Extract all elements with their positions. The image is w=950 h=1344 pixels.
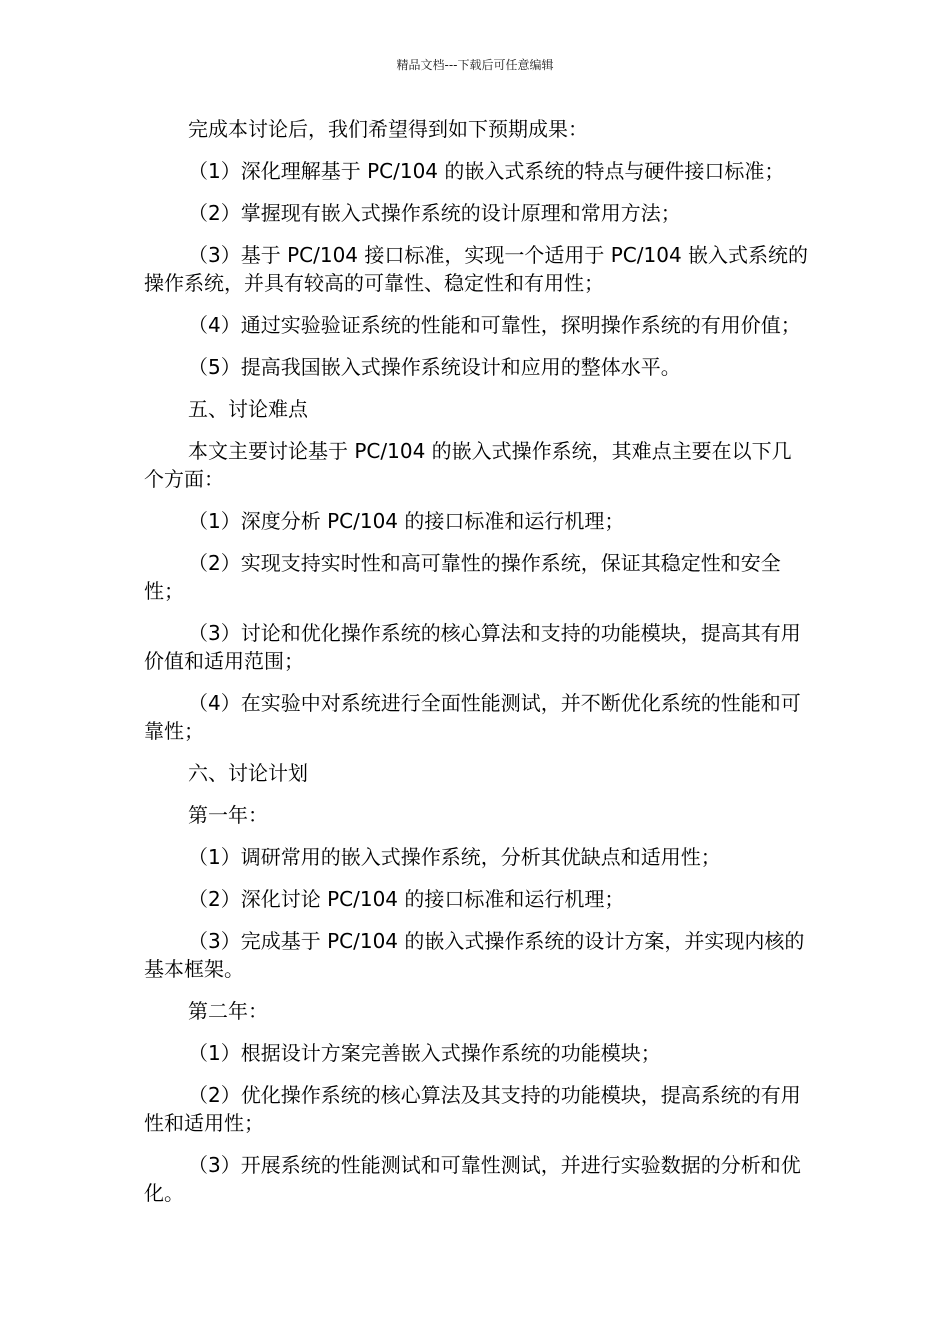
difficulty-item-1: （1）深度分析 PC/104 的接口标准和运行机理； <box>188 509 625 533</box>
plan-year-2-heading: 第二年： <box>188 999 268 1023</box>
plan-year-1-item-1: （1）调研常用的嵌入式操作系统，分析其优缺点和适用性； <box>188 845 721 869</box>
page-header: 精品文档---下载后可任意编辑 <box>396 58 554 72</box>
document-body <box>144 115 810 1221</box>
outcome-item-3: （3）基于 PC/104 接口标准，实现一个适用于 PC/104 嵌入式系统的操作系统，并具有较高的可靠性、稳定性和有用性； <box>144 243 809 295</box>
plan-year-1-heading: 第一年： <box>188 803 268 827</box>
section-heading-difficulties: 五、讨论难点 <box>188 397 308 421</box>
plan-year-1-item-3: （3）完成基于 PC/104 的嵌入式操作系统的设计方案，并实现内核的基本框架。 <box>144 929 805 981</box>
difficulty-item-3: （3）讨论和优化操作系统的核心算法和支持的功能模块，提高其有用价值和适用范围； <box>144 621 801 673</box>
outcome-item-5: （5）提高我国嵌入式操作系统设计和应用的整体水平。 <box>188 355 681 379</box>
outcome-item-1: （1）深化理解基于 PC/104 的嵌入式系统的特点与硬件接口标准； <box>188 159 785 183</box>
difficulty-item-2: （2）实现支持实时性和高可靠性的操作系统，保证其稳定性和安全性； <box>144 551 781 603</box>
plan-year-2-item-2: （2）优化操作系统的核心算法及其支持的功能模块，提高系统的有用性和适用性； <box>144 1083 801 1135</box>
intro-paragraph: 完成本讨论后，我们希望得到如下预期成果： <box>188 117 588 141</box>
outcome-item-2: （2）掌握现有嵌入式操作系统的设计原理和常用方法； <box>188 201 681 225</box>
plan-year-2-item-1: （1）根据设计方案完善嵌入式操作系统的功能模块； <box>188 1041 661 1065</box>
plan-year-2-item-3: （3）开展系统的性能测试和可靠性测试，并进行实验数据的分析和优化。 <box>144 1153 801 1205</box>
plan-year-1-item-2: （2）深化讨论 PC/104 的接口标准和运行机理； <box>188 887 625 911</box>
difficulties-intro-paragraph: 本文主要讨论基于 PC/104 的嵌入式操作系统，其难点主要在以下几个方面： <box>144 439 792 491</box>
section-heading-plan: 六、讨论计划 <box>188 761 308 785</box>
outcome-item-4: （4）通过实验验证系统的性能和可靠性，探明操作系统的有用价值； <box>188 313 801 337</box>
difficulty-item-4: （4）在实验中对系统进行全面性能测试，并不断优化系统的性能和可靠性； <box>144 691 801 743</box>
